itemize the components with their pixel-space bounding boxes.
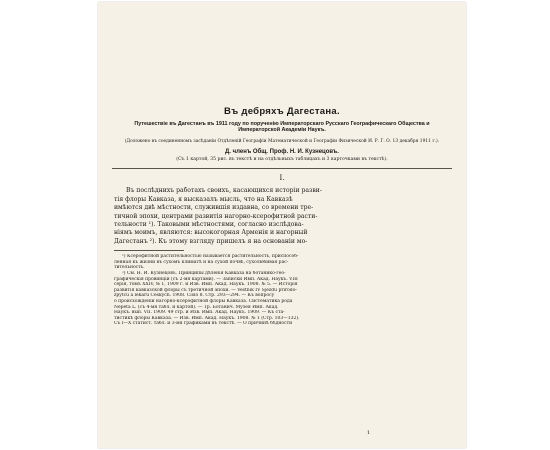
footnote-line: серія, томъ XXIV, № 1, 1909 г. и Изв. Имп. Акад. Наукъ. 1908. № 5. — Исторія	[114, 282, 298, 288]
footnote-line: Nepeta L. (съ 4-мя табл. и картой). — Тр. Ботанич. Музея Имп. Акад.	[114, 304, 279, 310]
body-paragraph	[114, 187, 450, 246]
body-line: Въ послѣднихъ работахъ своихъ, касающихся исторіи разви-	[126, 187, 322, 195]
footnote-line: Наукъ. вып. VII. 1909. 49 стр. и Изв. Имп. Акад. Наукъ. 1909. — Къ ста-	[114, 310, 285, 316]
page-content	[112, 12, 452, 327]
body-line: тельности ¹). Таковыми мѣстностями, согласно изслѣдова-	[114, 221, 304, 229]
body-line: имѣются двѣ мѣстности, служившія издавна, со времени тре-	[114, 204, 314, 212]
footnotes	[114, 254, 450, 327]
footnote-line: развитія кавказской флоры съ третичной эпохи. — Věstník IV Sjezdu přírodo-	[114, 287, 297, 293]
illustrations-note: (Съ 1 картой, 35 рис. въ текстѣ и на отдѣльныхъ таблицахъ и 3 карточками въ текстѣ).	[176, 157, 388, 163]
footnote-rule	[114, 250, 184, 251]
presentation-note: (Доложено въ соединенномъ засѣданіи Отдѣленій Географіи Математической и Географіи Физической И. Р. Г. О. 13 декабря 1911 г.).	[124, 138, 440, 144]
footnote-line: Съ I—X статист. табл. и 3-мя графиками въ текстѣ. — О причинѣ бѣдности	[114, 321, 293, 327]
author-line: Д. членъ Общ. Проф. Н. И. Кузнецовъ.	[225, 149, 339, 156]
footnote-line: графическія провинціи (съ 2-мя картами). — Записки Имп. Акад. Наукъ. VIII	[114, 276, 298, 282]
body-line: ніямъ моимъ, являются: высокогорная Арменія и нагорный	[114, 229, 308, 237]
footnote-line: о происхожденіи нагорно-ксерофитной флоры Кавказа. Систематика рода	[114, 299, 293, 305]
footnote-line: тистикѣ флоры Кавказа. — Изв. Имп. Акад. Наукъ. 1908. № 1 (Стр. 103—132).	[114, 315, 300, 321]
body-line: тичной эпохи, центрами развитія нагорно-ксерофитной расти-	[114, 212, 318, 220]
section-number: I.	[279, 174, 285, 183]
footnote-line: ²) См. Н. И. Кузнецовъ. Принципы дѣленія Кавказа на ботанико-гео-	[122, 271, 286, 277]
header-rule	[112, 168, 452, 169]
book-page	[98, 2, 466, 448]
footnote-line: ленная къ жизни въ сухомъ климатѣ и на сухой почвѣ, сухолюбивая рас-	[114, 259, 289, 265]
footnote-line: ¹) Ксерофитной растительностью называется растительность, приспособ-	[122, 254, 299, 260]
footnote-line: тительность.	[114, 265, 145, 271]
body-line: тія флоры Кавказа, я высказалъ мысль, что на Кавказѣ	[114, 195, 293, 203]
article-title: Въ дебряхъ Дагестана.	[224, 106, 340, 117]
body-line: Дагестанъ ²). Къ этому взгляду пришелъ я на основаніи мо-	[114, 237, 308, 245]
page-number: 1	[366, 430, 370, 436]
article-subtitle: Путешествіе въ Дагестанъ въ 1911 году по порученію Императорскаго Русскаго Географическаго Общества и Императорской Академіи Наукъ.	[134, 121, 430, 134]
footnote-line: zpytců a lékařů Českých. 1908. Číslo 8. Стр. 293—294. — Къ вопросу	[114, 293, 275, 299]
